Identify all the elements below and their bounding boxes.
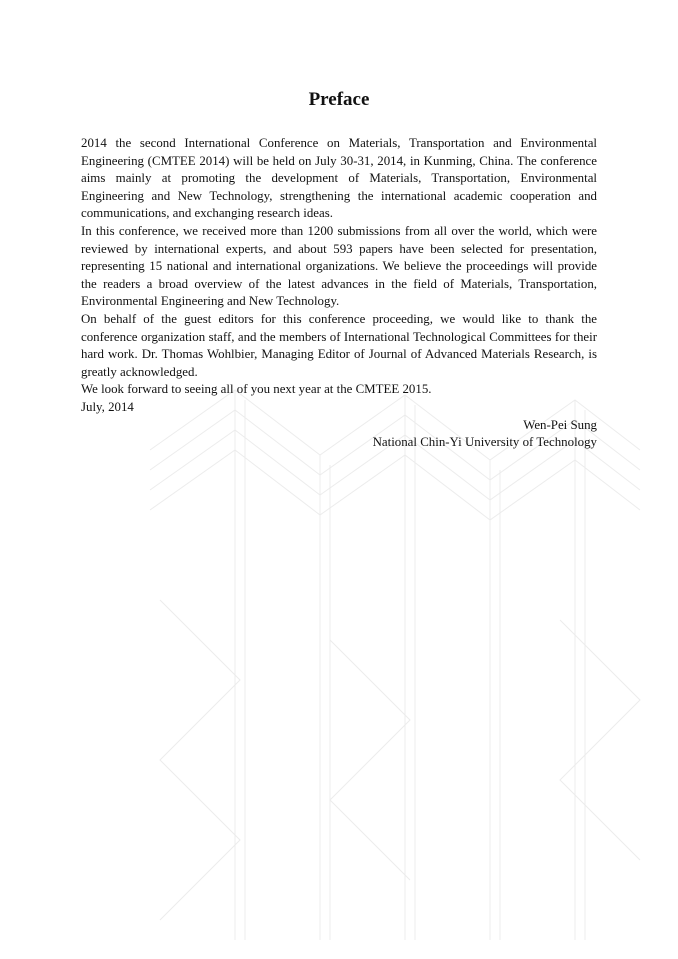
document-page [81,88,597,452]
signature-affiliation: National Chin-Yi University of Technology [372,435,597,450]
paragraph-2: In this conference, we received more than 1200 submissions from all over the world, which were reviewed by international experts, and about 593 papers have been selected for presentation, representing 15 national and international organizations. We believe the proceedings will provide the readers a broad overview of the latest advances in the field of Materials, Transportation, Environmental Engineering and New Technology. [81,223,597,309]
date-line: July, 2014 [81,399,134,414]
closing-line: We look forward to seeing all of you next year at the CMTEE 2015. [81,382,432,397]
paragraph-1: 2014 the second International Conference on Materials, Transportation and Environmental Engineering (CMTEE 2014) will be held on July 30-31, 2014, in Kunming, China. The conference aims mainly at promoting the development of Materials, Transportation, Environmental Engineering and New Technology, strengthening the international academic cooperation and communications, and exchanging research ideas. [81,136,597,221]
signature-name: Wen-Pei Sung [523,417,597,432]
paragraph-3: On behalf of the guest editors for this conference proceeding, we would like to thank the conference organization staff, and the members of International Technological Committees for their hard work. Dr. Thomas Wohlbier, Managing Editor of Journal of Advanced Materials Research, is greatly acknowledged. [81,311,597,379]
page-title: Preface [308,89,370,110]
